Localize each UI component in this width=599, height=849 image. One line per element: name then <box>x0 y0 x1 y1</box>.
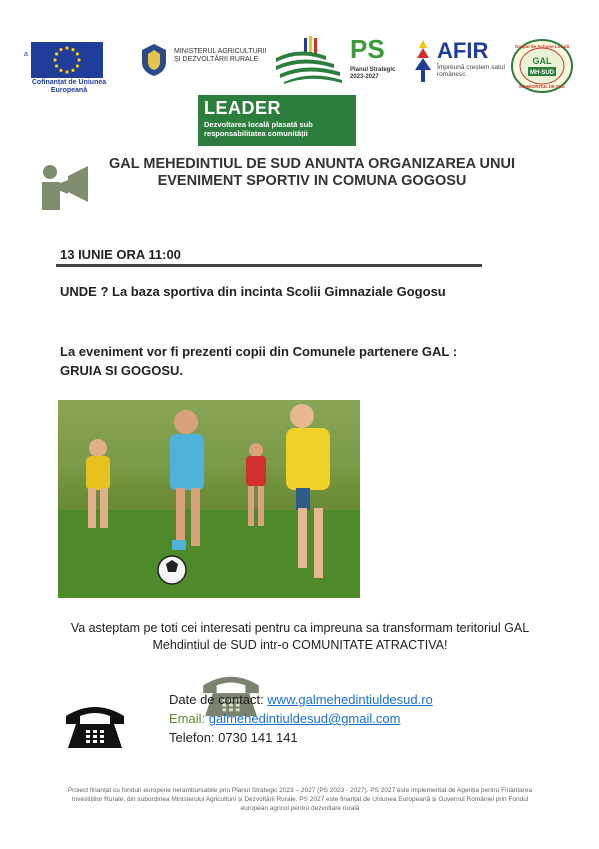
email-link[interactable]: galmehedintiuldesud@gmail.com <box>208 711 401 726</box>
leader-subtitle: Dezvoltarea locală plasată sub responsabilitatea comunității <box>204 120 313 138</box>
football-photo <box>58 400 360 598</box>
event-date: 13 IUNIE ORA 11:00 <box>60 247 181 262</box>
ps-logo-icon <box>274 36 344 84</box>
ps-subtitle: Planul Strategic 2023-2027 <box>350 67 396 80</box>
website-link[interactable]: www.galmehedintiuldesud.ro <box>267 692 433 707</box>
event-location: UNDE ? La baza sportiva din incinta Scolii Gimnaziale Gogosu <box>60 284 446 299</box>
contact-website-line <box>169 690 433 709</box>
gal-logo-bottom-text: MEHEDINTIUL DE SUD <box>519 84 565 89</box>
ministry-name: MINISTERUL AGRICULTURII ȘI DEZVOLTĂRII RURALE <box>174 48 267 63</box>
afir-logo-text: AFIR <box>437 38 489 63</box>
divider <box>56 264 482 267</box>
gal-logo-top-text: Grupul de Acțiune Locală <box>514 44 570 49</box>
telephone-icon <box>64 702 126 750</box>
ps-logo-text: PS <box>350 34 385 64</box>
email-label: Email: <box>169 711 206 726</box>
leader-title: LEADER <box>204 98 282 118</box>
gal-logo-icon <box>510 38 574 94</box>
afir-icon <box>412 38 434 84</box>
contact-phone: Telefon: 0730 141 141 <box>169 730 298 745</box>
eu-flag-icon <box>31 42 103 78</box>
speaker-icon <box>40 162 90 212</box>
gal-logo-badge-text: MH-SUD <box>530 70 554 76</box>
eu-caption: Cofinanțat de Uniunea Europeană <box>31 79 107 94</box>
romania-crest-icon <box>138 42 170 78</box>
contact-block <box>169 690 433 747</box>
leader-banner <box>198 95 356 146</box>
contact-email-line <box>169 709 433 728</box>
event-headline: GAL MEHEDINTIUL DE SUD ANUNTA ORGANIZAREA UNUI EVENIMENT SPORTIV IN COMUNA GOGOSU <box>109 156 515 189</box>
event-participants: La eveniment vor fi prezenti copii din Comunele partenere GAL : GRUIA SI GOGOSU. <box>60 344 458 378</box>
afir-subtitle: Împreună creștem satul românesc <box>437 64 505 78</box>
invitation-text: Va asteptam pe toti cei interesati pentru ca impreuna sa transformam teritoriul GAL Mehdintiul de SUD intr-o COMUNITATE ATRACTIVA! <box>70 621 530 652</box>
gal-logo-mid-text: GAL <box>532 56 552 66</box>
funding-footer: Proiect finanțat cu fonduri europene nerambursabile prin Planul Strategic 2023 – 2027 (PS 2023 - 2027). PS 2027 este implementat de Agenția pentru Finanțarea Investițiilor Rurale, din subordinea Ministerului Agriculturii și Dezvoltării Rurale. PS 2027 este finanțat de Uniunea Europeană și Guvernul României prin Fondul european agricol pentru dezvoltare rurală <box>67 787 533 812</box>
eu-prefix: a <box>24 51 28 58</box>
contact-label: Date de contact: <box>169 692 264 707</box>
